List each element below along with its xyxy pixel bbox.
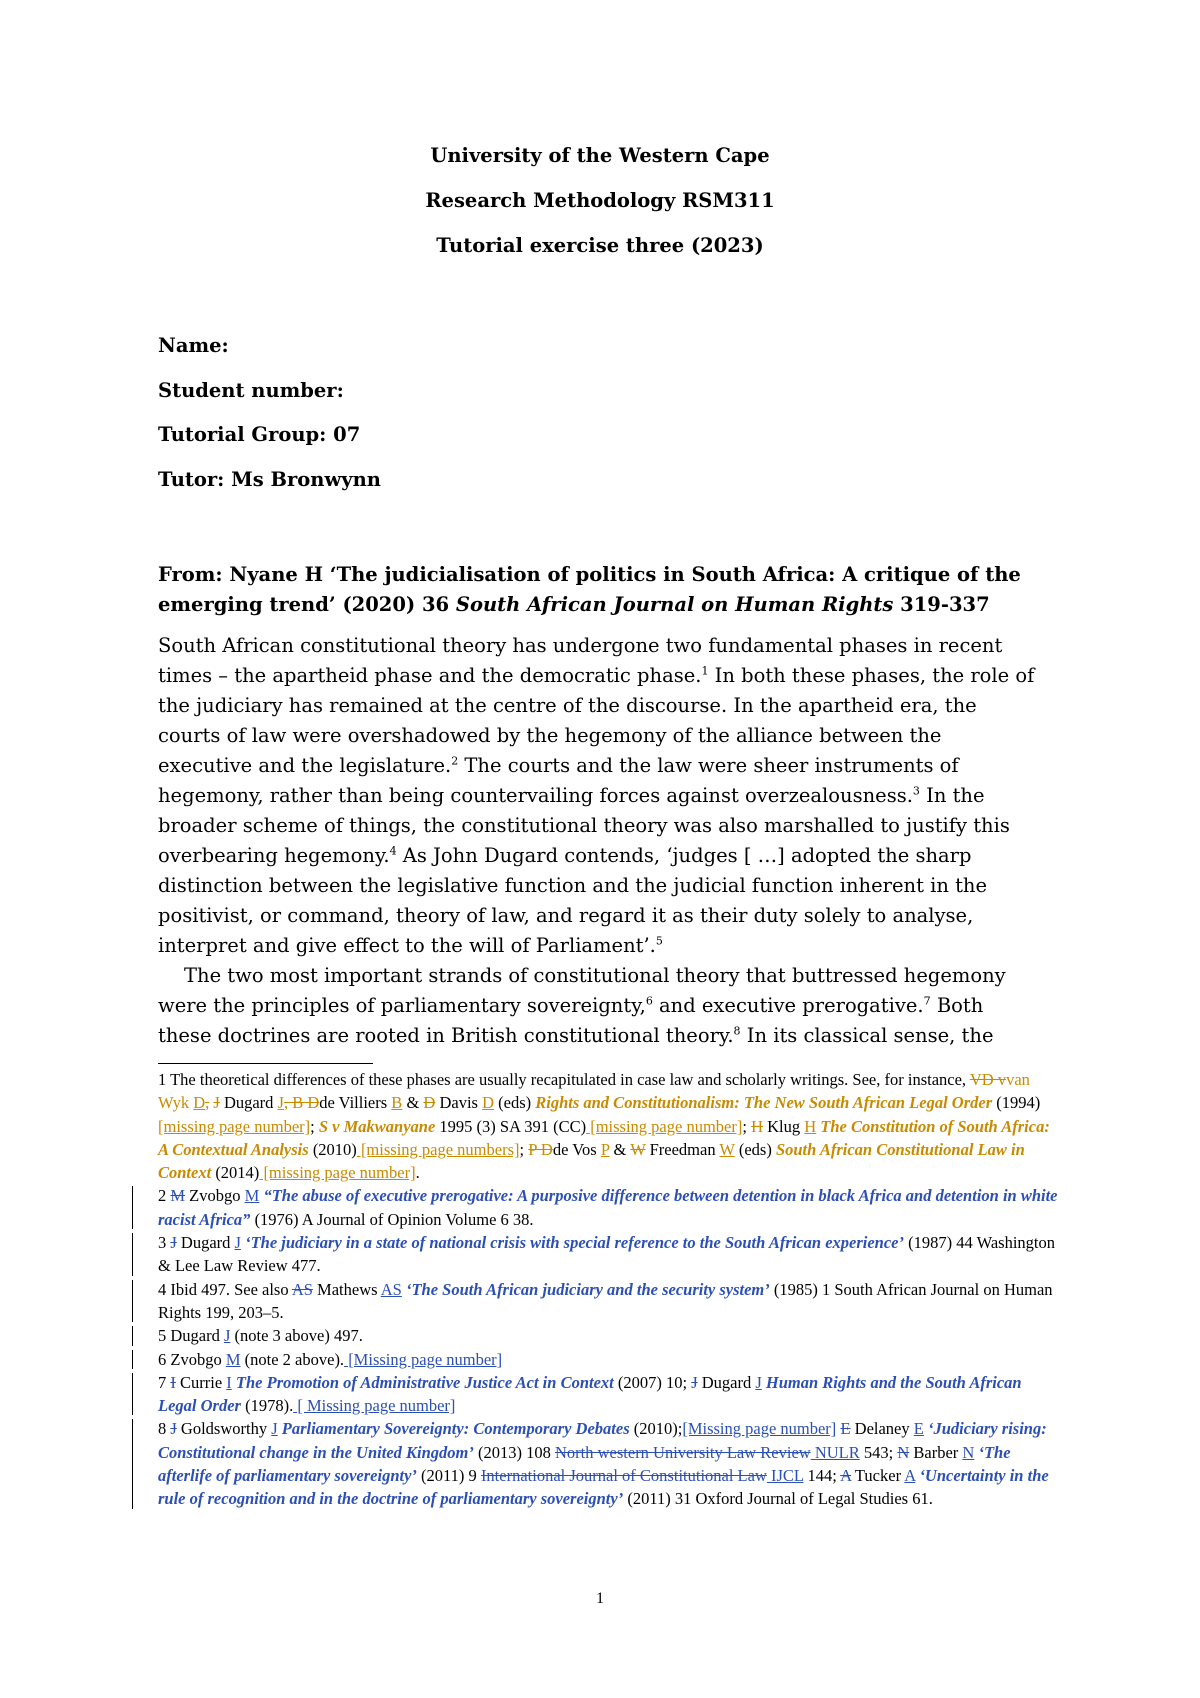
footnote-6 xyxy=(158,1348,1058,1371)
deleted-text: E xyxy=(840,1419,851,1439)
citation-title: ‘Uncertainty in the rule of recognition and in the doctrine of parliamentary sovereignty’ xyxy=(158,1466,1049,1509)
text-run: Zvobgo xyxy=(185,1186,245,1206)
text-run: (2011) 9 xyxy=(416,1466,481,1486)
tutorial-group-label: Tutorial Group: 07 xyxy=(158,423,361,446)
citation-title: “The abuse of executive prerogative: A purposive difference between detention in black Africa and detention in white racist Africa” xyxy=(158,1186,1058,1229)
text-run: (note 2 above). xyxy=(240,1349,345,1369)
inserted-text: H xyxy=(804,1116,817,1136)
deleted-text: A xyxy=(840,1466,852,1486)
text-run: Dugard xyxy=(697,1372,756,1392)
inserted-text: [ Missing page number] xyxy=(293,1396,456,1416)
footnote-ref[interactable]: 7 xyxy=(923,994,931,1008)
text-run: Barber xyxy=(909,1442,963,1462)
citation-title: Parliamentary Sovereignty: Contemporary Debates xyxy=(281,1419,630,1439)
citation-title: The Promotion of Administrative Justice Act in Context xyxy=(235,1372,614,1392)
text-run: As John Dugard contends, ‘judges [ …] adopted the sharp distinction between the legislative function and the judicial function inherent in the positivist, or command, theory of law, and regard it as their duty solely to analyse, interpret and give effect to the will of Parliament’. xyxy=(158,844,988,957)
text-run: ; xyxy=(742,1116,752,1136)
footnote-1 xyxy=(158,1068,1058,1184)
text-run: In its classical sense, the xyxy=(740,1024,994,1047)
text-run: 144; xyxy=(803,1466,841,1486)
text-run: Mathews xyxy=(312,1279,381,1299)
footnote-ref[interactable]: 3 xyxy=(912,784,920,798)
text-run: (2011) 31 Oxford Journal of Legal Studies 61. xyxy=(623,1489,933,1509)
text-run: Currie xyxy=(175,1372,227,1392)
source-citation xyxy=(158,560,1038,620)
deleted-text: J xyxy=(691,1372,698,1392)
document-header xyxy=(0,144,1200,282)
text-run: (2007) 10; xyxy=(613,1372,692,1392)
inserted-text: [Missing page number] xyxy=(344,1349,503,1369)
source-lead: From: Nyane H ‘The judicialisation of politics in South Africa: A critique of the emerging trend’ (2020) 36 xyxy=(158,563,1021,616)
inserted-text: IJCL xyxy=(766,1466,804,1486)
text-run: ; xyxy=(310,1116,319,1136)
inserted-text: D xyxy=(193,1093,206,1113)
text-run: South African constitutional theory has undergone two fundamental phases in recent times – the apartheid phase and the democratic phase. xyxy=(158,634,1003,687)
deleted-text: N xyxy=(897,1442,910,1462)
footnote-3 xyxy=(158,1231,1058,1278)
citation-title: ‘Judiciary rising: Constitutional change in the United Kingdom’ xyxy=(158,1419,1047,1462)
inserted-text: A xyxy=(904,1466,916,1486)
inserted-text: W xyxy=(719,1139,735,1159)
footnote-ref[interactable]: 2 xyxy=(451,754,459,768)
text-run: Klug xyxy=(763,1116,805,1136)
text-run: (2014) xyxy=(211,1163,260,1183)
inserted-text: M xyxy=(225,1349,241,1369)
footnote-number: 4 xyxy=(158,1279,167,1299)
footnote-number: 1 xyxy=(158,1070,167,1089)
inserted-text: [missing page number] xyxy=(259,1163,416,1183)
deleted-text: , xyxy=(205,1093,210,1113)
student-number-label: Student number: xyxy=(158,378,344,402)
deleted-text: North western University Law Review xyxy=(555,1442,811,1462)
text-run: Davis xyxy=(435,1093,483,1113)
inserted-text: J xyxy=(277,1093,284,1113)
name-label: Name: xyxy=(158,334,229,357)
text-run: (1976) A Journal of Opinion Volume 6 38. xyxy=(250,1209,534,1229)
text-run: Both these doctrines are rooted in British constitutional theory. xyxy=(158,994,984,1047)
citation-title: Rights and Constitutionalism: The New South African Legal Order xyxy=(535,1093,993,1113)
text-run: ; xyxy=(519,1139,529,1159)
source-journal: South African Journal on Human Rights xyxy=(455,593,894,616)
text-run: (2013) 108 xyxy=(473,1442,555,1462)
inserted-text: B xyxy=(391,1093,403,1113)
page-number: 1 xyxy=(596,1590,604,1607)
footnote-2 xyxy=(158,1184,1058,1231)
citation-title: ‘The afterlife of parliamentary sovereignty’ xyxy=(158,1442,1011,1486)
inserted-text: J xyxy=(755,1372,762,1392)
inserted-text: NULR xyxy=(810,1442,860,1462)
deleted-text: D xyxy=(423,1093,436,1113)
text-run: Delaney xyxy=(850,1419,914,1439)
text-run: The theoretical differences of these phases are usually recapitulated in case law and scholarly writings. See, for instance, xyxy=(166,1070,970,1089)
deleted-text: VD v xyxy=(969,1070,1007,1089)
course-title: Research Methodology RSM311 xyxy=(425,189,775,212)
text-run: Dugard xyxy=(166,1326,224,1346)
footnote-separator xyxy=(158,1063,373,1064)
footnote-number: 8 xyxy=(158,1419,167,1439)
student-info xyxy=(158,334,381,515)
inserted-text: I xyxy=(226,1372,232,1392)
text-run: and executive prerogative. xyxy=(652,994,924,1017)
footnotes xyxy=(158,1068,1058,1511)
text-run: Goldsworthy xyxy=(176,1419,272,1439)
text-run: The two most important strands of constitutional theory that buttressed hegemony were the principles of parliamentary sovereignty, xyxy=(158,964,1006,1017)
text-run: Zvobgo xyxy=(166,1349,226,1369)
deleted-text: , B D xyxy=(283,1093,320,1113)
text-run: (1987) 44 Washington & Lee Law Review 477. xyxy=(158,1233,1055,1276)
text-run: Freedman xyxy=(645,1139,720,1159)
citation-title: The Constitution of South Africa: A Contextual Analysis xyxy=(158,1116,1050,1159)
tutor-label: Tutor: Ms Bronwynn xyxy=(158,467,381,491)
citation-title: South African Constitutional Law in Context xyxy=(158,1139,1025,1183)
footnote-number: 2 xyxy=(158,1186,167,1206)
text-run: (1985) 1 South African Journal on Human Rights 199, 203–5. xyxy=(158,1279,1053,1322)
footnote-8 xyxy=(158,1417,1058,1510)
text-run: The courts and the law were sheer instruments of hegemony, rather than being countervailing forces against overzealousness. xyxy=(158,754,959,807)
deleted-text: AS xyxy=(291,1279,313,1299)
source-pages: 319-337 xyxy=(893,593,990,616)
text-run: (eds) xyxy=(734,1139,776,1159)
text-run: (eds) xyxy=(494,1093,536,1113)
excerpt-body xyxy=(158,631,1038,1051)
deleted-text: J xyxy=(170,1233,177,1253)
inserted-text: P xyxy=(600,1139,610,1159)
text-run: 1995 (3) SA 391 (CC) xyxy=(435,1116,587,1136)
inserted-text: [missing page numbers] xyxy=(356,1139,520,1159)
citation-title: ‘The South African judiciary and the security system’ xyxy=(405,1279,770,1299)
footnote-7 xyxy=(158,1371,1058,1418)
footnote-4 xyxy=(158,1278,1058,1325)
inserted-text: J xyxy=(223,1326,231,1346)
inserted-text: [missing page number] xyxy=(158,1116,311,1136)
inserted-text: [Missing page number] xyxy=(682,1419,837,1439)
text-run: (2010); xyxy=(629,1419,683,1439)
text-run: & xyxy=(609,1139,631,1159)
citation-title: ‘The judiciary in a state of national crisis with special reference to the South African experience’ xyxy=(245,1233,904,1253)
text-run: (1994) xyxy=(992,1093,1041,1113)
text-run: Ibid 497. See also xyxy=(166,1279,292,1299)
footnote-ref[interactable]: 4 xyxy=(389,844,397,858)
paragraph-2 xyxy=(158,961,1038,1051)
text-run: Dugard xyxy=(176,1233,235,1253)
inserted-text: J xyxy=(271,1419,278,1439)
deleted-text: W xyxy=(630,1139,646,1159)
footnote-ref[interactable]: 1 xyxy=(701,664,709,678)
text-run: de Vos xyxy=(552,1139,601,1159)
footnote-5 xyxy=(158,1324,1058,1347)
footnote-number: 3 xyxy=(158,1233,167,1253)
footnote-number: 5 xyxy=(158,1326,167,1346)
inserted-text: AS xyxy=(380,1279,402,1299)
text-run: . xyxy=(415,1163,420,1183)
exercise-title: Tutorial exercise three (2023) xyxy=(436,234,764,257)
deleted-text: International Journal of Constitutional Law xyxy=(480,1466,767,1486)
paragraph-1 xyxy=(158,631,1038,961)
deleted-text: J xyxy=(213,1093,220,1113)
deleted-text: M xyxy=(170,1186,186,1206)
text-run: 543; xyxy=(859,1442,898,1462)
deleted-text: P D xyxy=(528,1139,553,1159)
footnote-ref[interactable]: 5 xyxy=(655,934,663,948)
text-run: Tucker xyxy=(851,1466,905,1486)
text-run: (1978). xyxy=(240,1396,294,1416)
text-run: In both these phases, the role of the judiciary has remained at the centre of the discourse. In the apartheid era, the courts of law were overshadowed by the hegemony of the alliance between the executive and the legislature. xyxy=(158,664,1035,777)
citation-title: Human Rights and the South African Legal Order xyxy=(158,1372,1022,1416)
footnote-ref[interactable]: 6 xyxy=(645,994,653,1008)
inserted-text: [missing page number] xyxy=(586,1116,743,1136)
text-run: Dugard xyxy=(219,1093,278,1113)
text-run: de Villiers xyxy=(319,1093,392,1113)
text-run: In the broader scheme of things, the constitutional theory was also marshalled to justify this overbearing hegemony. xyxy=(158,784,1010,867)
inserted-text: E xyxy=(913,1419,924,1439)
citation-title: S v Makwanyane xyxy=(318,1116,436,1136)
footnote-ref[interactable]: 8 xyxy=(733,1024,741,1038)
inserted-text: M xyxy=(244,1186,260,1206)
footnote-number: 6 xyxy=(158,1349,167,1369)
text-run: van Wyk xyxy=(158,1070,1030,1113)
inserted-text: D xyxy=(482,1093,494,1113)
text-run: & xyxy=(402,1093,424,1113)
text-run: (2010) xyxy=(308,1139,357,1159)
footnote-number: 7 xyxy=(158,1372,167,1392)
university-title: University of the Western Cape xyxy=(430,144,770,167)
text-run: (note 3 above) 497. xyxy=(230,1326,363,1346)
inserted-text: J xyxy=(234,1233,241,1253)
deleted-text: H xyxy=(751,1116,763,1136)
deleted-text: J xyxy=(170,1419,177,1439)
inserted-text: N xyxy=(962,1442,975,1462)
deleted-text: I xyxy=(170,1372,176,1392)
